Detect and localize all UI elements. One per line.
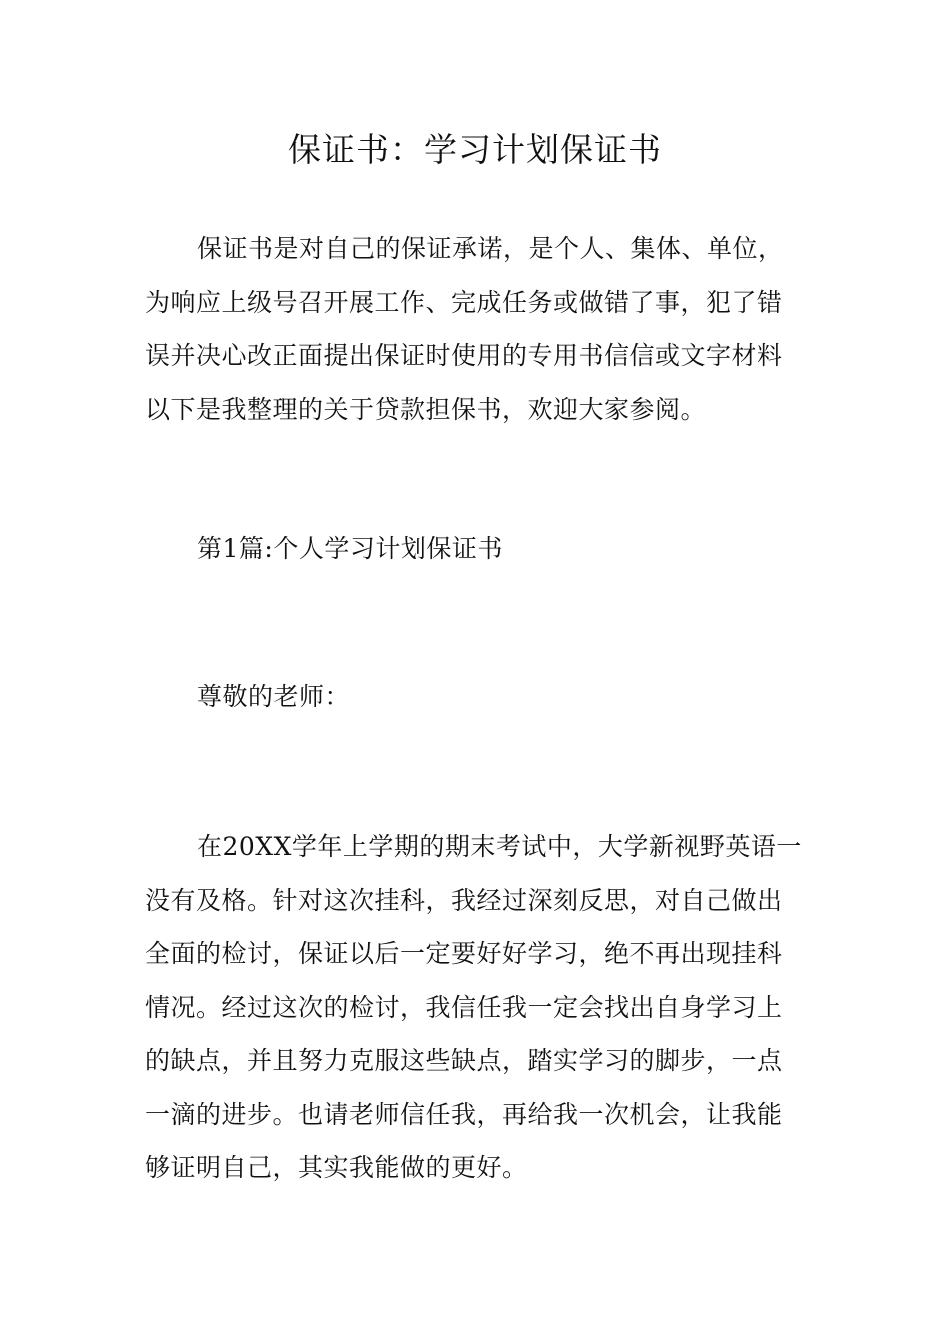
section-heading: 第1篇:个人学习计划保证书 bbox=[197, 534, 503, 563]
document-title: 保证书：学习计划保证书 bbox=[288, 130, 662, 169]
salutation: 尊敬的老师： bbox=[197, 682, 351, 711]
body-paragraph: 在20XX学年上学期的期末考试中，大学新视野英语一没有及格。针对这次挂科，我经过深刻反思，对自己做出全面的检讨，保证以后一定要好好学习，绝不再出现挂科情况。经过这次的检讨，我信任我一定会找出自身学习上的缺点，并且努力克服这些缺点，踏实学习的脚步，一点一滴的进步。也请老师信任我，再给我一次机会，让我能够证明自己，其实我能做的更好。 bbox=[145, 832, 802, 1182]
intro-paragraph: 保证书是对自己的保证承诺，是个人、集体、单位，为响应上级号召开展工作、完成任务或做错了事，犯了错误并决心改正面提出保证时使用的专用书信信或文字材料以下是我整理的关于贷款担保书，欢迎大家参阅。 bbox=[145, 234, 784, 424]
